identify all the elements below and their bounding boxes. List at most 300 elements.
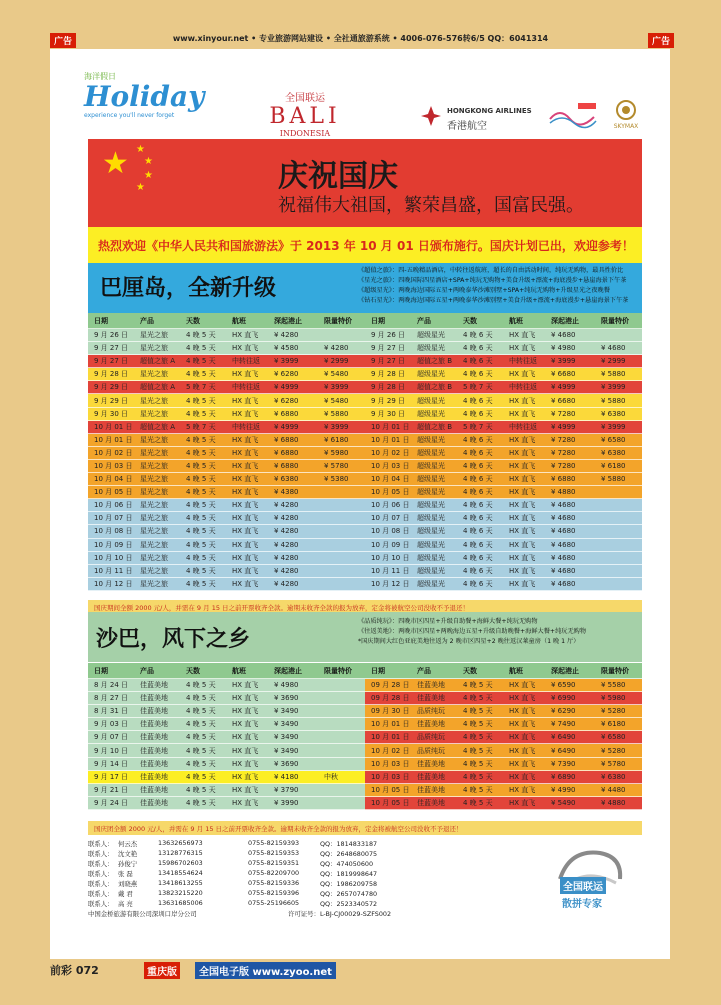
table-cell: 9 月 30 日: [94, 409, 129, 418]
table-cell: 中转往返: [232, 383, 260, 392]
table-cell: ¥ 4280: [324, 344, 349, 353]
table-cell: [324, 329, 364, 341]
contact-row: [88, 859, 508, 869]
table-cell: 4 晚 6 天: [463, 475, 493, 484]
table-cell: 9 月 28 日: [371, 383, 406, 392]
table-cell: HX 直飞: [232, 540, 259, 549]
table-row: [88, 381, 365, 394]
table-cell: ¥ 5880: [324, 409, 349, 418]
table-cell: 4 晚 5 天: [186, 357, 216, 366]
table-cell: 佳蓝美地: [417, 759, 445, 768]
table-cell: 超级星光: [417, 435, 445, 444]
table-cell: ¥ 3999: [324, 383, 349, 392]
table-cell: [324, 797, 364, 809]
table-cell: 9 月 27 日: [371, 357, 406, 366]
table-cell: ¥ 5880: [601, 475, 626, 484]
table-cell: 9 月 29 日: [94, 383, 129, 392]
table-cell: 中转往返: [232, 422, 260, 431]
table-cell: ¥ 4680: [551, 331, 576, 340]
table-cell: ¥ 4980: [274, 681, 299, 690]
table-row: [88, 329, 365, 342]
table-cell: ¥ 3999: [601, 422, 626, 431]
table-cell: ¥ 4680: [601, 344, 626, 353]
table-half-left: [88, 313, 365, 591]
ad-page: [50, 49, 670, 959]
table-cell: ¥ 5980: [601, 694, 626, 703]
table-cell: ¥ 5580: [601, 681, 626, 690]
table-cell: 4 晚 5 天: [186, 435, 216, 444]
column-header: 深起港止: [274, 666, 302, 675]
table-cell: 4 晚 5 天: [186, 527, 216, 536]
contact-row: [88, 869, 508, 879]
table-cell: HX 直飞: [509, 488, 536, 497]
bali-logo-cn: 全国联运: [285, 93, 325, 104]
table-cell: HX 直飞: [509, 527, 536, 536]
table-row: [365, 539, 642, 552]
table-row: [365, 731, 642, 744]
column-header: 产品: [140, 666, 154, 675]
table-row: [365, 434, 642, 447]
contact-field: 0755-25196605: [248, 899, 300, 907]
table-cell: ¥ 5880: [601, 370, 626, 379]
table-cell: 品质纯玩: [417, 733, 445, 742]
table-cell: 超值之旅 B: [417, 422, 453, 431]
table-row: [88, 525, 365, 538]
contact-field: 15986702603: [158, 859, 203, 867]
table-row: [365, 565, 642, 578]
table-cell: HX 直飞: [509, 370, 536, 379]
contact-field: 联系人：: [88, 840, 114, 848]
table-cell: 9 月 07 日: [94, 733, 129, 742]
table-cell: 10 月 05 日: [371, 798, 410, 807]
table-cell: ¥ 4680: [551, 514, 576, 523]
table-cell: HX 直飞: [232, 772, 259, 781]
bali-footnote: 国庆期间全额 2000 元/人，并需在 9 月 15 日之前开票收齐全款。逾期未收齐全款的报为放弃，定金将被航空公司没收不予退还！: [88, 600, 642, 614]
table-cell: [324, 744, 364, 756]
table-cell: 星光之旅: [140, 370, 168, 379]
table-cell: ¥ 6990: [551, 694, 576, 703]
table-cell: ¥ 6180: [601, 720, 626, 729]
table-cell: ¥ 6180: [601, 461, 626, 470]
table-cell: HX 直飞: [509, 707, 536, 716]
sabah-price-table: [88, 663, 642, 821]
table-cell: ¥ 3690: [274, 694, 299, 703]
table-cell: 10 月 05 日: [371, 785, 410, 794]
table-cell: 佳蓝美地: [140, 733, 168, 742]
table-cell: 8 月 31 日: [94, 707, 129, 716]
table-cell: 超级星光: [417, 331, 445, 340]
table-cell: 佳蓝美地: [140, 720, 168, 729]
table-cell: [601, 499, 641, 511]
table-cell: [324, 705, 364, 717]
table-cell: HX 直飞: [509, 681, 536, 690]
table-cell: ¥ 3990: [274, 798, 299, 807]
table-cell: ¥ 4880: [601, 798, 626, 807]
skymax-label: SKYMAX: [613, 123, 639, 130]
page-number: 前彩 072: [50, 964, 99, 977]
table-cell: 4 晚 6 天: [463, 409, 493, 418]
table-cell: 星光之旅: [140, 475, 168, 484]
table-cell: 星光之旅: [140, 331, 168, 340]
contact-field: 张 磊: [118, 870, 133, 878]
table-cell: ¥ 6890: [551, 772, 576, 781]
table-cell: 超级星光: [417, 527, 445, 536]
table-cell: ¥ 7390: [551, 759, 576, 768]
table-cell: 4 晚 6 天: [463, 501, 493, 510]
table-cell: ¥ 6280: [274, 396, 299, 405]
flag-star-icon: ★: [144, 156, 153, 167]
contact-field: 何云杰: [118, 840, 138, 848]
table-header-row: [365, 663, 642, 679]
column-header: 日期: [94, 316, 108, 325]
table-row: [365, 758, 642, 771]
site-link[interactable]: 全国电子版 www.zyoo.net: [195, 962, 336, 979]
table-cell: 超级星光: [417, 344, 445, 353]
table-cell: 4 晚 6 天: [463, 331, 493, 340]
table-cell: 10 月 01 日: [371, 733, 410, 742]
bali-header: [88, 263, 642, 313]
table-cell: 佳蓝美地: [417, 694, 445, 703]
table-cell: 星光之旅: [140, 501, 168, 510]
table-cell: HX 直飞: [509, 720, 536, 729]
contact-field: 联系人：: [88, 870, 114, 878]
table-cell: 中转往返: [509, 357, 537, 366]
table-row: [88, 758, 365, 771]
table-row: [88, 473, 365, 486]
table-cell: 10 月 11 日: [94, 566, 133, 575]
table-cell: ¥ 6880: [551, 475, 576, 484]
hongkong-airlines-logo: [420, 105, 540, 131]
contact-field: 联系人：: [88, 880, 114, 888]
table-cell: ¥ 7280: [551, 461, 576, 470]
contact-field: 戴 君: [118, 890, 133, 898]
table-cell: 10 月 09 日: [94, 540, 133, 549]
table-cell: 10 月 04 日: [371, 475, 410, 484]
table-cell: [324, 758, 364, 770]
table-row: [88, 460, 365, 473]
table-row: [88, 408, 365, 421]
table-cell: HX 直飞: [232, 566, 259, 575]
table-cell: 星光之旅: [140, 409, 168, 418]
column-header: 天数: [186, 316, 200, 325]
table-cell: 4 晚 5 天: [186, 488, 216, 497]
table-cell: HX 直飞: [232, 579, 259, 588]
skymax-icon: [615, 99, 637, 121]
table-row: [365, 499, 642, 512]
contact-field: 孙俊宁: [118, 860, 138, 868]
table-cell: HX 直飞: [232, 448, 259, 457]
table-cell: HX 直飞: [509, 461, 536, 470]
table-cell: ¥ 4280: [274, 514, 299, 523]
table-cell: 超级星光: [417, 475, 445, 484]
contact-field: 联系人：: [88, 860, 114, 868]
table-cell: ¥ 2999: [601, 357, 626, 366]
table-cell: 10 月 01 日: [371, 720, 410, 729]
contact-field: 0755-82159396: [248, 889, 300, 897]
table-row: [88, 679, 365, 692]
table-row: [88, 692, 365, 705]
table-cell: HX 直飞: [509, 579, 536, 588]
column-header: 天数: [186, 666, 200, 675]
bali-title: 巴厘岛，全新升级: [100, 276, 277, 301]
table-cell: ¥ 4380: [274, 488, 299, 497]
table-cell: [324, 499, 364, 511]
table-cell: ¥ 6880: [274, 461, 299, 470]
table-cell: 超级星光: [417, 396, 445, 405]
table-cell: ¥ 5490: [551, 798, 576, 807]
table-cell: 10 月 03 日: [371, 772, 410, 781]
table-cell: ¥ 4980: [551, 344, 576, 353]
table-cell: HX 直飞: [509, 501, 536, 510]
bali-note: 《星光之旅》：四晚国际四星酒店+SPA+纯玩无购物+美食升级+漂流+海底漫步+悬崖海景下午茶: [358, 277, 627, 284]
table-cell: 4 晚 5 天: [186, 681, 216, 690]
table-cell: 超值之旅 A: [140, 383, 176, 392]
contact-field: 13418554624: [158, 869, 203, 877]
table-cell: 佳蓝美地: [140, 798, 168, 807]
table-row: [365, 552, 642, 565]
table-cell: HX 直飞: [232, 694, 259, 703]
table-row: [88, 499, 365, 512]
table-cell: 10 月 12 日: [371, 579, 410, 588]
table-cell: ¥ 3999: [324, 422, 349, 431]
table-cell: HX 直飞: [509, 553, 536, 562]
table-cell: ¥ 6380: [601, 409, 626, 418]
table-cell: ¥ 6680: [551, 370, 576, 379]
table-cell: 9 月 17 日: [94, 772, 129, 781]
table-row: [88, 705, 365, 718]
company-name: 中国金桥旅游有限公司深圳口岸分公司: [88, 910, 197, 918]
table-cell: 10 月 01 日: [94, 422, 133, 431]
table-cell: [324, 512, 364, 524]
table-cell: ¥ 4680: [551, 501, 576, 510]
table-cell: [324, 525, 364, 537]
table-cell: 5 晚 7 天: [463, 383, 493, 392]
column-header: 航班: [232, 666, 246, 675]
table-cell: 超级星光: [417, 488, 445, 497]
contact-field: QQ：1986209758: [320, 880, 378, 888]
sabah-title: 沙巴，风下之乡: [96, 627, 251, 652]
table-cell: 4 晚 5 天: [186, 461, 216, 470]
table-cell: ¥ 3490: [274, 720, 299, 729]
table-cell: ¥ 7280: [551, 448, 576, 457]
table-row: [365, 797, 642, 810]
contact-field: 13823215220: [158, 889, 203, 897]
table-cell: ¥ 4680: [551, 540, 576, 549]
table-cell: ¥ 5780: [324, 461, 349, 470]
table-cell: 4 晚 5 天: [186, 566, 216, 575]
table-cell: 4 晚 5 天: [463, 733, 493, 742]
table-cell: 9 月 27 日: [94, 344, 129, 353]
table-cell: ¥ 5380: [324, 475, 349, 484]
table-row: [365, 718, 642, 731]
table-cell: 9 月 28 日: [94, 370, 129, 379]
table-cell: 10 月 02 日: [94, 448, 133, 457]
column-header: 深起港止: [551, 666, 579, 675]
table-cell: 9 月 30 日: [371, 409, 406, 418]
skymax-logo: [606, 99, 646, 131]
table-row: [365, 394, 642, 407]
notice-bar: [88, 227, 642, 263]
table-row: [88, 552, 365, 565]
table-cell: ¥ 4990: [551, 785, 576, 794]
contact-field: 0755-82159336: [248, 879, 300, 887]
table-cell: 佳蓝美地: [140, 759, 168, 768]
table-cell: 9 月 21 日: [94, 785, 129, 794]
table-cell: 品质纯玩: [417, 707, 445, 716]
table-cell: ¥ 7490: [551, 720, 576, 729]
table-cell: 9 月 03 日: [94, 720, 129, 729]
table-half-right: [365, 663, 642, 810]
column-header: 深起港止: [274, 316, 302, 325]
sabah-footnote: 国庆团全额 2000 元/人，并需在 9 月 15 日之前开票收齐全款。逾期未收齐全款的报为放弃，定金将被航空公司没收不予退还！: [88, 821, 642, 835]
table-cell: 4 晚 5 天: [463, 707, 493, 716]
bali-logo-word: BALI: [269, 104, 341, 129]
holiday-logo-small: 海洋假日: [84, 72, 116, 81]
bali-logo: [245, 89, 365, 138]
table-row: [88, 512, 365, 525]
table-row: [365, 473, 642, 486]
table-cell: 佳蓝美地: [140, 785, 168, 794]
table-cell: 4 晚 6 天: [463, 344, 493, 353]
table-cell: 4 晚 6 天: [463, 435, 493, 444]
table-cell: 4 晚 5 天: [463, 746, 493, 755]
sabah-note: 《品质纯玩》：四晚市区四星+升级自助餐+海鲜大餐+纯玩无购物: [358, 618, 538, 625]
table-cell: 超值之旅 B: [417, 383, 453, 392]
table-row: [88, 421, 365, 434]
table-cell: HX 直飞: [232, 527, 259, 536]
table-cell: [324, 784, 364, 796]
notice-text: 热烈欢迎《中华人民共和国旅游法》于 2013 年 10 月 01 日颁布施行。国庆计划已出，欢迎参考！: [98, 239, 634, 253]
table-row: [365, 784, 642, 797]
table-cell: 09 月 30 日: [371, 707, 410, 716]
table-row: [88, 434, 365, 447]
table-cell: 星光之旅: [140, 488, 168, 497]
table-cell: 超级星光: [417, 566, 445, 575]
table-cell: ¥ 6490: [551, 733, 576, 742]
table-cell: 9 月 24 日: [94, 798, 129, 807]
table-cell: 星光之旅: [140, 527, 168, 536]
table-cell: 4 晚 5 天: [186, 694, 216, 703]
table-row: [88, 394, 365, 407]
table-cell: HX 直飞: [232, 759, 259, 768]
table-row: [88, 578, 365, 591]
table-cell: 10 月 08 日: [371, 527, 410, 536]
table-cell: 星光之旅: [140, 566, 168, 575]
table-cell: ¥ 7280: [551, 435, 576, 444]
bali-note: 《超值之旅》：四-五晚精品酒店，中转往返航班，超长的自由活动时间，纯玩无购物，最具性价比: [358, 267, 624, 274]
contact-field: 刘晓燕: [118, 880, 138, 888]
table-row: [365, 408, 642, 421]
table-cell: 4 晚 5 天: [186, 579, 216, 588]
flag-star-icon: ★: [144, 170, 153, 181]
table-cell: 佳蓝美地: [417, 720, 445, 729]
table-row: [365, 381, 642, 394]
table-cell: 星光之旅: [140, 461, 168, 470]
table-cell: 5 晚 7 天: [186, 422, 216, 431]
table-cell: HX 直飞: [509, 694, 536, 703]
table-cell: ¥ 6380: [601, 772, 626, 781]
table-cell: 4 晚 6 天: [463, 461, 493, 470]
top-bar: [0, 30, 721, 48]
table-cell: 中转往返: [232, 357, 260, 366]
table-cell: ¥ 5280: [601, 746, 626, 755]
table-cell: [324, 731, 364, 743]
column-header: 日期: [371, 666, 385, 675]
table-cell: ¥ 3790: [274, 785, 299, 794]
contact-field: 高 亮: [118, 900, 133, 908]
holiday-logo-big: Holiday: [84, 80, 205, 113]
table-cell: ¥ 6290: [551, 707, 576, 716]
table-cell: 中秋: [324, 772, 338, 781]
contact-row: [88, 879, 508, 889]
brand-line2: 散拼专家: [562, 899, 602, 910]
table-row: [365, 525, 642, 538]
table-cell: 10 月 06 日: [371, 501, 410, 510]
table-row: [365, 447, 642, 460]
table-cell: HX 直飞: [509, 733, 536, 742]
table-cell: 10 月 05 日: [371, 488, 410, 497]
table-cell: HX 直飞: [509, 785, 536, 794]
table-cell: 4 晚 6 天: [463, 357, 493, 366]
table-cell: 4 晚 6 天: [463, 540, 493, 549]
table-cell: ¥ 5480: [324, 396, 349, 405]
column-header: 限量特价: [601, 316, 629, 325]
table-cell: 4 晚 5 天: [186, 396, 216, 405]
table-cell: 佳蓝美地: [417, 772, 445, 781]
table-cell: 10 月 03 日: [371, 759, 410, 768]
table-cell: HX 直飞: [232, 488, 259, 497]
table-cell: 中转往返: [509, 383, 537, 392]
table-cell: 9 月 26 日: [94, 331, 129, 340]
table-row: [365, 679, 642, 692]
table-row: [88, 784, 365, 797]
table-row: [88, 565, 365, 578]
table-cell: HX 直飞: [232, 746, 259, 755]
contact-field: QQ：474050600: [320, 860, 374, 868]
column-header: 产品: [417, 316, 431, 325]
top-banner-text: www.xinyour.net • 专业旅游网站建设 • 全社通旅游系统 • 4006-076-576转6/5 QQ：6041314: [172, 34, 549, 43]
table-cell: 超级星光: [417, 501, 445, 510]
bali-logo-sub: INDONESIA: [279, 129, 331, 138]
brand-logo: [550, 839, 630, 929]
table-cell: 4 晚 5 天: [463, 720, 493, 729]
table-row: [88, 486, 365, 499]
table-row: [88, 718, 365, 731]
table-row: [88, 355, 365, 368]
table-cell: [601, 525, 641, 537]
flag-star-big-icon: ★: [102, 146, 129, 181]
contact-field: QQ：2523340572: [320, 900, 378, 908]
table-row: [88, 731, 365, 744]
table-cell: [324, 486, 364, 498]
table-cell: 4 晚 5 天: [186, 540, 216, 549]
table-cell: [324, 552, 364, 564]
table-cell: 9 月 29 日: [371, 396, 406, 405]
contacts-block: [88, 839, 508, 939]
table-cell: ¥ 6380: [601, 448, 626, 457]
table-cell: 8 月 27 日: [94, 694, 129, 703]
table-cell: HX 直飞: [232, 331, 259, 340]
table-cell: 9 月 27 日: [371, 344, 406, 353]
table-cell: ¥ 4280: [274, 527, 299, 536]
table-cell: 10 月 10 日: [94, 553, 133, 562]
table-cell: 10 月 03 日: [94, 461, 133, 470]
contact-field: 13631685006: [158, 899, 203, 907]
table-cell: 4 晚 5 天: [463, 694, 493, 703]
table-header-row: [88, 663, 365, 679]
table-cell: ¥ 5780: [601, 759, 626, 768]
table-cell: 10 月 01 日: [371, 435, 410, 444]
